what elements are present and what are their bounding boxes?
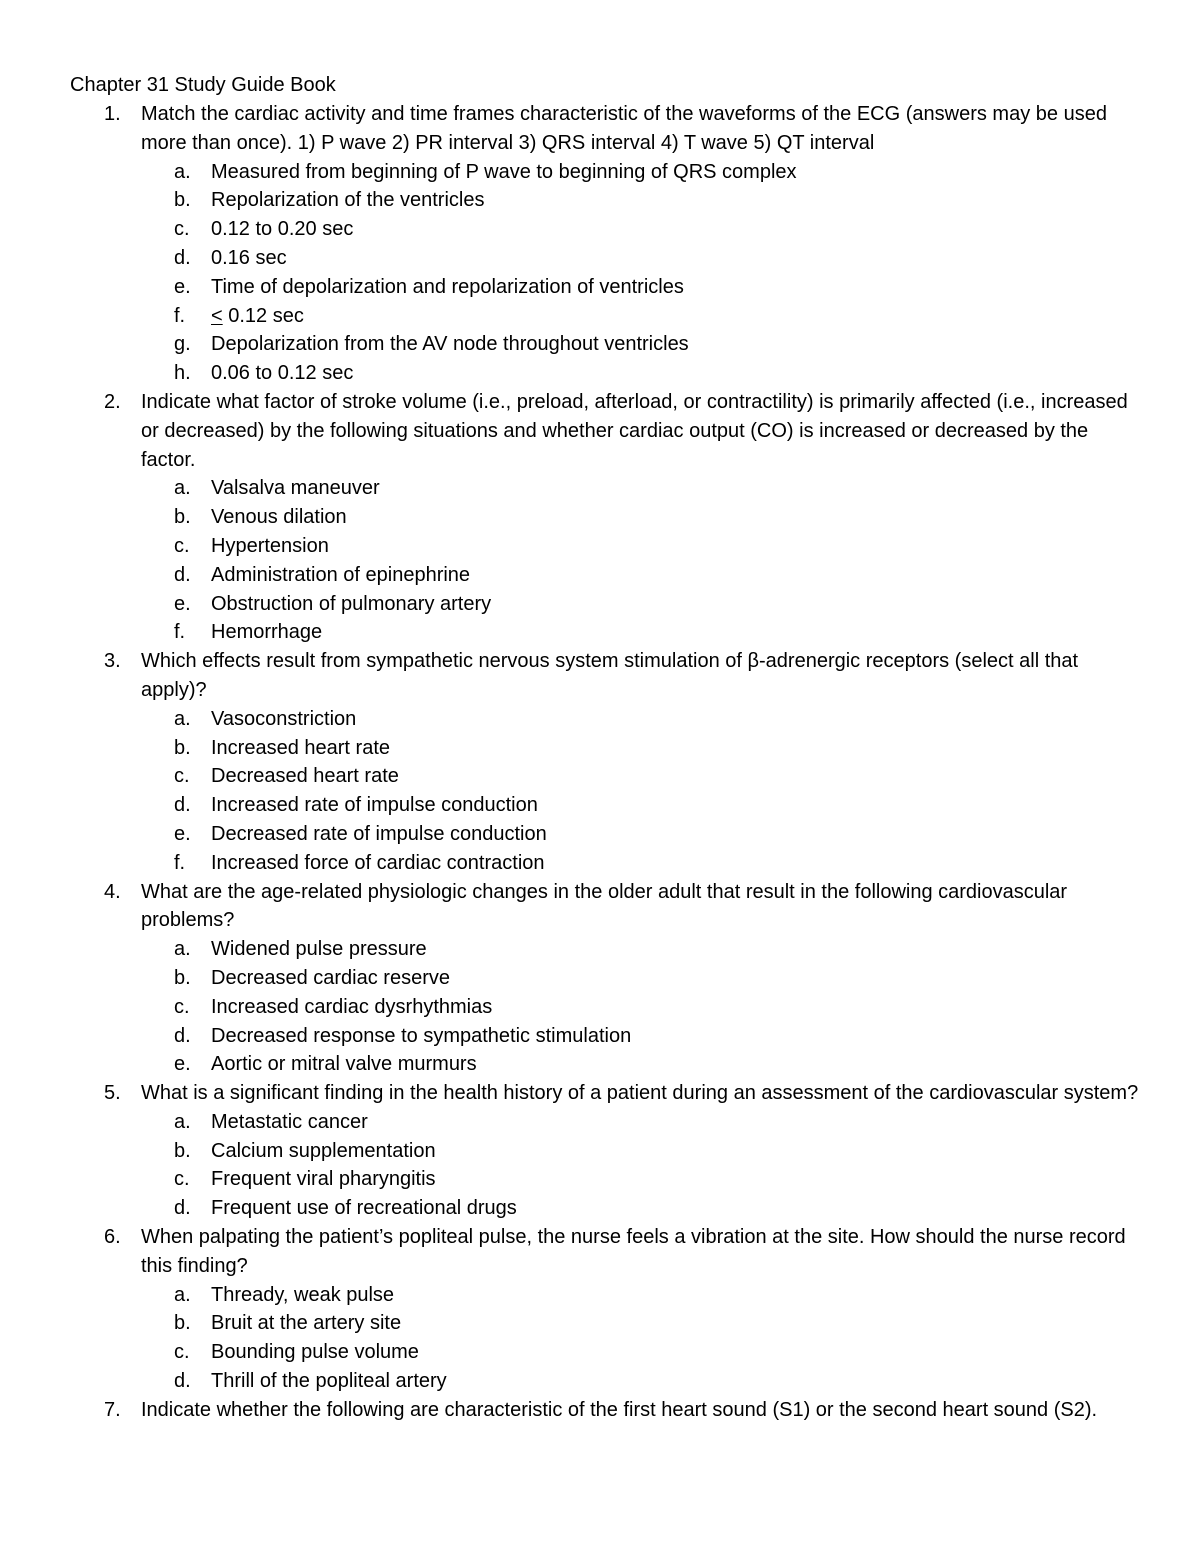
- option-item: [0, 762, 1200, 791]
- option-text: Depolarization from the AV node throughout ventricles: [211, 333, 689, 356]
- question-number: 1.: [104, 103, 121, 125]
- option-letter: b.: [174, 506, 191, 529]
- option-text: Hemorrhage: [211, 621, 323, 644]
- option-text: Venous dilation: [211, 506, 347, 529]
- option-item: [0, 820, 1200, 849]
- option-item: [0, 1050, 1200, 1079]
- option-text: 0.16 sec: [211, 246, 287, 269]
- question-number: 5.: [104, 1082, 121, 1105]
- option-text: Frequent use of recreational drugs: [211, 1197, 517, 1220]
- option-letter: b.: [174, 1312, 191, 1335]
- option-text: Thready, weak pulse: [211, 1283, 395, 1306]
- option-text: Decreased rate of impulse conduction: [211, 822, 547, 845]
- option-letter: a.: [174, 160, 191, 183]
- question-text: Indicate what factor of stroke volume (i.e., preload, afterload, or contractility) is primarily affected (i.e., increased or decreased) by the following situations and whether cardiac output (CO) is increased or decreased by the factor.: [141, 390, 1128, 471]
- option-item: [0, 474, 1200, 503]
- question-number: 4.: [104, 880, 121, 903]
- option-text: Increased rate of impulse conduction: [211, 794, 538, 817]
- option-text: Valsalva maneuver: [211, 477, 380, 500]
- option-letter: d.: [174, 246, 191, 269]
- option-text: 0.12 sec: [222, 304, 304, 327]
- question-item: [0, 1223, 1200, 1396]
- option-list: [0, 1281, 1200, 1396]
- option-item: [0, 1338, 1200, 1367]
- less-than-or-equal-symbol: <: [211, 304, 223, 327]
- document-title: Chapter 31 Study Guide Book: [70, 74, 336, 96]
- option-text: Aortic or mitral valve murmurs: [211, 1053, 477, 1076]
- option-letter: c.: [174, 1168, 190, 1191]
- option-item: [0, 532, 1200, 561]
- option-item: [0, 244, 1200, 273]
- question-text: When palpating the patient’s popliteal pulse, the nurse feels a vibration at the site. How should the nurse record this finding?: [141, 1226, 1126, 1277]
- option-item: [0, 1108, 1200, 1137]
- option-text: Metastatic cancer: [211, 1110, 368, 1133]
- question-list: [0, 100, 1200, 1425]
- option-text-with-symbol: [211, 302, 304, 331]
- question-number: 2.: [104, 390, 121, 413]
- option-item: [0, 1309, 1200, 1338]
- option-letter: g.: [174, 333, 191, 356]
- option-letter: f.: [174, 621, 186, 644]
- option-text: Time of depolarization and repolarization of ventricles: [211, 275, 684, 298]
- option-list: [0, 1108, 1200, 1223]
- option-letter: b.: [174, 966, 191, 989]
- option-item: [0, 1281, 1200, 1310]
- option-item: [0, 1022, 1200, 1051]
- option-text: Bruit at the artery site: [211, 1312, 402, 1335]
- option-letter: a.: [174, 707, 191, 730]
- option-text: Increased force of cardiac contraction: [211, 851, 545, 874]
- option-text: Decreased cardiac reserve: [211, 966, 450, 989]
- option-letter: d.: [174, 1197, 191, 1220]
- option-item: [0, 1367, 1200, 1396]
- option-letter: f.: [174, 304, 186, 327]
- option-letter: b.: [174, 1139, 191, 1162]
- option-letter: a.: [174, 938, 191, 961]
- option-letter: b.: [174, 736, 191, 759]
- question-item: [0, 1396, 1200, 1425]
- option-text: Widened pulse pressure: [211, 938, 427, 961]
- question-item: [0, 878, 1200, 1080]
- question-text: Which effects result from sympathetic nervous system stimulation of β-adrenergic receptors (select all that apply)?: [141, 650, 1079, 701]
- option-text: Administration of epinephrine: [211, 563, 471, 586]
- option-item: [0, 330, 1200, 359]
- option-text: Calcium supplementation: [211, 1139, 436, 1162]
- option-text: Vasoconstriction: [211, 707, 357, 730]
- option-item: [0, 993, 1200, 1022]
- option-text: Decreased response to sympathetic stimulation: [211, 1024, 632, 1047]
- option-item: [0, 849, 1200, 878]
- option-item: [0, 935, 1200, 964]
- option-letter: d.: [174, 563, 191, 586]
- option-item: [0, 590, 1200, 619]
- option-letter: d.: [174, 794, 191, 817]
- option-letter: d.: [174, 1370, 191, 1393]
- option-letter: e.: [174, 822, 191, 845]
- option-text: 0.06 to 0.12 sec: [211, 362, 354, 385]
- option-item: [0, 273, 1200, 302]
- option-text: Measured from beginning of P wave to beginning of QRS complex: [211, 160, 797, 183]
- option-item: [0, 302, 1200, 331]
- option-item: [0, 964, 1200, 993]
- option-text: 0.12 to 0.20 sec: [211, 218, 354, 241]
- option-item: [0, 215, 1200, 244]
- option-letter: b.: [174, 189, 191, 212]
- option-item: [0, 1194, 1200, 1223]
- question-item: [0, 388, 1200, 647]
- question-text: Match the cardiac activity and time frames characteristic of the waveforms of the ECG (answers may be used more than once). 1) P wave 2) PR interval 3) QRS interval 4) T wave 5) QT interval: [141, 103, 1107, 154]
- option-letter: a.: [174, 1283, 191, 1306]
- option-list: [0, 158, 1200, 388]
- option-letter: e.: [174, 592, 191, 615]
- option-text: Increased cardiac dysrhythmias: [211, 995, 493, 1018]
- question-number: 3.: [104, 650, 121, 673]
- option-letter: d.: [174, 1024, 191, 1047]
- option-item: [0, 359, 1200, 388]
- option-item: [0, 791, 1200, 820]
- question-item: [0, 647, 1200, 877]
- option-letter: c.: [174, 218, 190, 241]
- option-text: Obstruction of pulmonary artery: [211, 592, 492, 615]
- option-letter: e.: [174, 1053, 191, 1076]
- option-text: Bounding pulse volume: [211, 1341, 419, 1364]
- option-text: Repolarization of the ventricles: [211, 189, 485, 212]
- question-number: 6.: [104, 1226, 121, 1249]
- question-item: [0, 100, 1200, 388]
- option-item: [0, 705, 1200, 734]
- option-text: Thrill of the popliteal artery: [211, 1370, 447, 1393]
- option-item: [0, 1137, 1200, 1166]
- option-letter: c.: [174, 995, 190, 1018]
- option-item: [0, 186, 1200, 215]
- option-letter: e.: [174, 275, 191, 298]
- option-item: [0, 503, 1200, 532]
- option-text: Increased heart rate: [211, 736, 390, 759]
- option-letter: a.: [174, 1110, 191, 1133]
- option-letter: a.: [174, 477, 191, 500]
- question-text: What is a significant finding in the health history of a patient during an assessment of the cardiovascular system?: [141, 1082, 1139, 1105]
- option-item: [0, 618, 1200, 647]
- question-item: [0, 1079, 1200, 1223]
- option-text: Frequent viral pharyngitis: [211, 1168, 436, 1191]
- option-letter: c.: [174, 534, 190, 557]
- option-text: Hypertension: [211, 534, 329, 557]
- option-item: [0, 561, 1200, 590]
- option-letter: f.: [174, 851, 186, 874]
- option-letter: h.: [174, 362, 191, 385]
- option-item: [0, 158, 1200, 187]
- option-letter: c.: [174, 765, 190, 788]
- question-text: What are the age-related physiologic changes in the older adult that result in the following cardiovascular problems?: [141, 880, 1068, 932]
- option-item: [0, 1165, 1200, 1194]
- option-list: [0, 705, 1200, 878]
- option-list: [0, 935, 1200, 1079]
- option-item: [0, 734, 1200, 763]
- question-text: Indicate whether the following are characteristic of the first heart sound (S1) or the second heart sound (S2).: [141, 1398, 1098, 1421]
- question-number: 7.: [104, 1398, 121, 1421]
- option-list: [0, 474, 1200, 647]
- option-text: Decreased heart rate: [211, 765, 399, 788]
- option-letter: c.: [174, 1341, 190, 1364]
